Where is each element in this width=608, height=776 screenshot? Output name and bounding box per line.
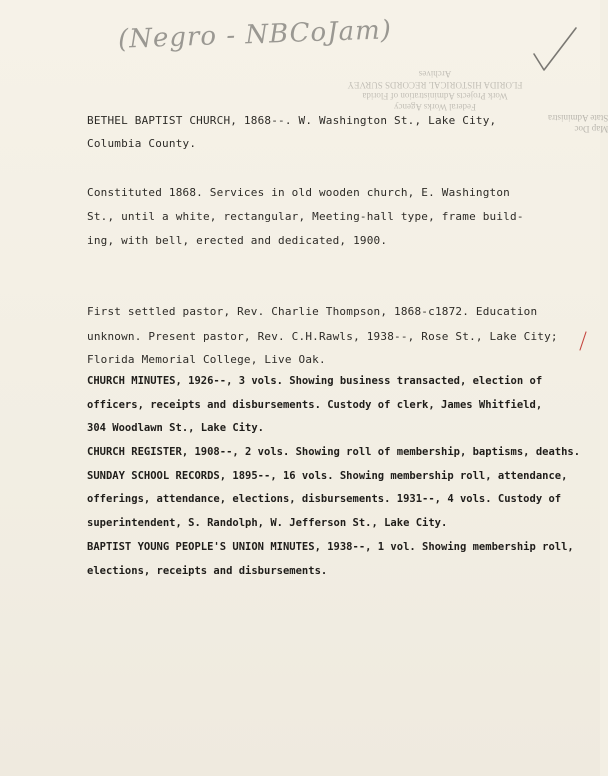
- records-line: CHURCH REGISTER, 1908--, 2 vols. Showing roll of membership, baptisms, deaths.: [87, 446, 581, 458]
- records-line: superintendent, S. Randolph, W. Jefferson St., Lake City.: [87, 517, 448, 529]
- handwritten-note: (Negro - NBCoJam): [117, 15, 393, 55]
- stamp-line: FLORIDA HISTORICAL RECORDS SURVEY: [347, 80, 523, 90]
- pastor-line: First settled pastor, Rev. Charlie Thompson, 1868-c1872. Education: [87, 305, 538, 318]
- records-line: SUNDAY SCHOOL RECORDS, 1895--, 16 vols. Showing membership roll, attendance,: [87, 470, 568, 482]
- history-line: ing, with bell, erected and dedicated, 1900.: [87, 234, 388, 247]
- red-pencil-mark-icon: [576, 330, 590, 352]
- records-line: CHURCH MINUTES, 1926--, 3 vols. Showing business transacted, election of: [87, 375, 543, 387]
- stamp-line: Work Projects Administration of Florida: [362, 91, 508, 101]
- stamp-line: Federal Works Agency: [393, 102, 477, 112]
- history-line: St., until a white, rectangular, Meeting-hall type, frame build-: [87, 210, 524, 223]
- faded-stamp: [320, 68, 550, 112]
- records-line: BAPTIST YOUNG PEOPLE'S UNION MINUTES, 1938--, 1 vol. Showing membership roll,: [87, 541, 574, 553]
- county-line: Columbia County.: [87, 137, 197, 150]
- stamp-side-line: State Administra: [548, 113, 608, 123]
- pastor-line: unknown. Present pastor, Rev. C.H.Rawls, 1938--, Rose St., Lake City;: [87, 330, 558, 343]
- history-line: Constituted 1868. Services in old wooden church, E. Washington: [87, 186, 510, 199]
- records-line: elections, receipts and disbursements.: [87, 565, 328, 577]
- stamp-side-line: Map Doc: [574, 124, 608, 134]
- stamp-line: Archives: [418, 69, 452, 79]
- pastor-line: Florida Memorial College, Live Oak.: [87, 353, 326, 366]
- faded-stamp-side: [548, 112, 608, 134]
- records-line: 304 Woodlawn St., Lake City.: [87, 422, 265, 434]
- church-heading-line: BETHEL BAPTIST CHURCH, 1868--. W. Washington St., Lake City,: [87, 114, 497, 127]
- records-line: officers, receipts and disbursements. Custody of clerk, James Whitfield,: [87, 399, 543, 411]
- records-line: offerings, attendance, elections, disbursements. 1931--, 4 vols. Custody of: [87, 493, 562, 505]
